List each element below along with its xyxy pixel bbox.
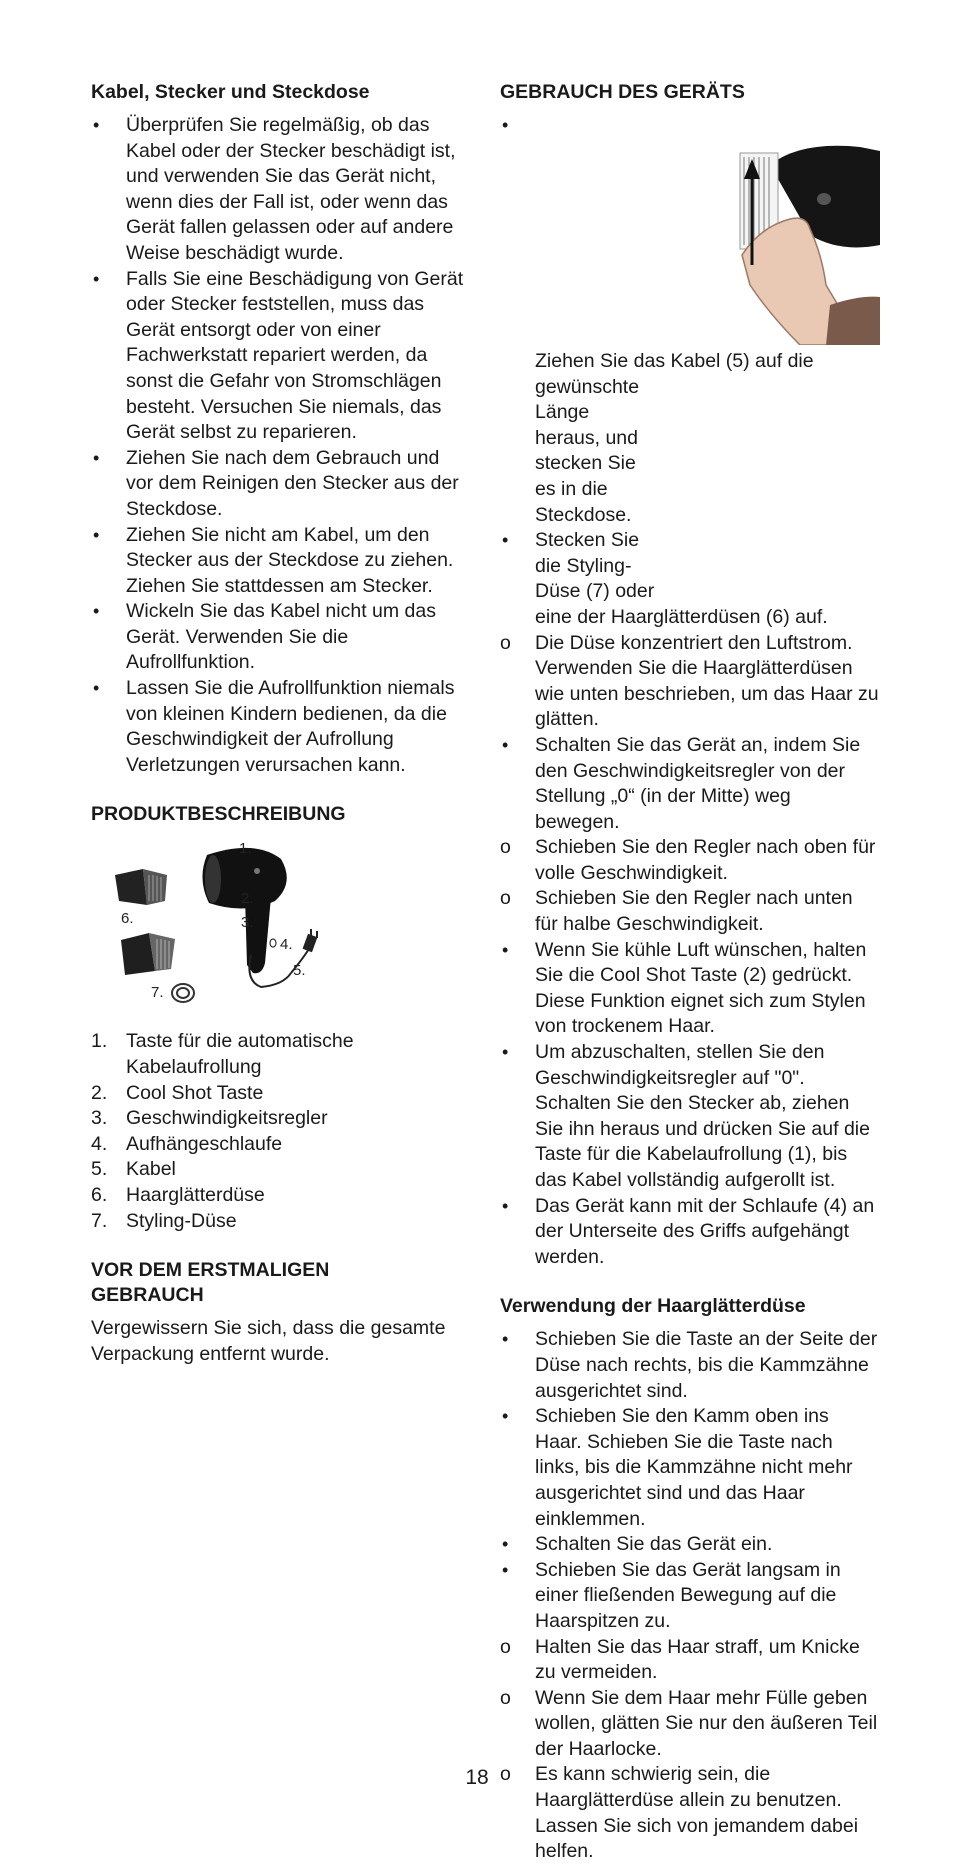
list-item: • Falls Sie eine Beschädigung von Gerät oder Stecker feststellen, muss das Gerät entsorgt oder von einer Fachwerkstatt repariert werden, da sonst die Gefahr von Stromschlägen besteht. Versuchen Sie niemals, das Gerät selbst zu reparieren. — [93, 267, 464, 444]
section-heading-usage: GEBRAUCH DES GERÄTS — [500, 81, 745, 103]
list-item: 2. Cool Shot Taste — [91, 1081, 264, 1104]
concentrator-nozzle-icon — [115, 869, 167, 905]
page-number: 18 — [465, 1766, 489, 1789]
figure-label: 1. — [239, 840, 252, 858]
styling-nozzle-icon — [172, 984, 194, 1002]
list-item: 6. Haarglätterdüse — [91, 1184, 265, 1206]
figure-label: 6. — [121, 910, 134, 928]
list-item: • Schieben Sie das Gerät langsam in einer fließenden Bewegung auf die Haarspitzen zu. — [502, 1558, 841, 1632]
first-use-text: Vergewissern Sie sich, dass die gesamte Verpackung entfernt wurde. — [91, 1317, 446, 1365]
hair-dryer-parts-illustration — [105, 835, 395, 1015]
parts-list — [91, 1029, 471, 1234]
list-item: • Wenn Sie kühle Luft wünschen, halten Sie die Cool Shot Taste (2) gedrückt. Diese Funktion eignet sich zum Stylen von trockenem Haar. — [502, 938, 867, 1038]
list-item: 3. Geschwindigkeitsregler — [91, 1107, 328, 1130]
figure-label: 7. — [151, 984, 164, 1002]
list-item: 1. Taste für die automatische Kabelaufrollung — [91, 1030, 354, 1079]
list-item: • Um abzuschalten, stellen Sie den Geschwindigkeitsregler auf "0". Schalten Sie den Stecker ab, ziehen Sie ihn heraus und drücken Sie auf die Taste für die Kabelaufrollung (1), bis das Kabel vollständig aufgerollt ist. — [502, 1041, 870, 1191]
list-item: • Schalten Sie das Gerät an, indem Sie den Geschwindigkeitsregler von der Stellung „0“ (in der Mitte) weg bewegen. — [502, 733, 861, 833]
right-column — [500, 80, 880, 1865]
section-heading-first-use: VOR DEM ERSTMALIGEN GEBRAUCH — [91, 1259, 330, 1307]
list-item: • Wickeln Sie das Kabel nicht um das Gerät. Verwenden Sie die Aufrollfunktion. — [93, 600, 436, 674]
list-item: • Schalten Sie das Gerät ein. — [502, 1533, 773, 1556]
figure-label: 4. — [280, 936, 293, 954]
list-item: 7. Styling-Düse — [91, 1209, 237, 1232]
list-item: • Ziehen Sie nicht am Kabel, um den Stecker aus der Steckdose zu ziehen. Ziehen Sie stattdessen am Stecker. — [93, 523, 454, 597]
left-column — [91, 80, 471, 1367]
figure-label: 2. — [241, 890, 254, 908]
product-diagram — [105, 835, 395, 1015]
hand-pulling-cable-illustration — [730, 135, 880, 345]
list-item: 5. Kabel — [91, 1158, 176, 1181]
list-item: • Schieben Sie den Kamm oben ins Haar. Schieben Sie die Taste nach links, bis die Kammzähne nicht mehr ausgerichtet sind und das Haar einklemmen. — [502, 1405, 853, 1530]
figure-label: 5. — [293, 962, 306, 980]
straightener-nozzle-icon — [121, 933, 175, 975]
section-heading-product: PRODUKTBESCHREIBUNG — [91, 803, 346, 826]
list-item: 4. Aufhängeschlaufe — [91, 1132, 283, 1155]
section-heading-cable: Kabel, Stecker und Steckdose — [91, 81, 370, 103]
list-item: o Schieben Sie den Regler nach oben für volle Geschwindigkeit. — [500, 836, 876, 884]
list-item: • Ziehen Sie nach dem Gebrauch und vor dem Reinigen den Stecker aus der Steckdose. — [93, 446, 459, 520]
list-item: • Stecken Sie die Styling- Düse (7) oder eine der Haarglätterdüsen (6) auf. — [502, 529, 828, 628]
list-item: • Lassen Sie die Aufrollfunktion niemals von kleinen Kindern bedienen, da die Geschwindigkeit der Aufrollung Verletzungen verursachen kann. — [93, 677, 455, 776]
list-item: o Es kann schwierig sein, die Haarglätterdüse allein zu benutzen. Lassen Sie sich von jemandem dabei helfen. — [500, 1763, 859, 1863]
usage-list — [500, 113, 880, 1270]
section-heading-straightener: Verwendung der Haarglätterdüse — [500, 1295, 806, 1318]
list-item: • Ziehen Sie das Kabel (5) auf die gewünschte Länge heraus, und stecken Sie es in die Steckdose. — [500, 113, 880, 528]
list-item: • Überprüfen Sie regelmäßig, ob das Kabel oder der Stecker beschädigt ist, und verwenden Sie das Gerät nicht, wenn dies der Fall ist, oder wenn das Gerät fallen gelassen oder auf andere Weise beschädigt wurde. — [93, 114, 456, 264]
list-item: o Schieben Sie den Regler nach unten für halbe Geschwindigkeit. — [500, 887, 853, 936]
list-item: • Das Gerät kann mit der Schlaufe (4) an der Unterseite des Griffs aufgehängt werden. — [502, 1194, 875, 1268]
list-item: o Wenn Sie dem Haar mehr Fülle geben wollen, glätten Sie nur den äußeren Teil der Haarlocke. — [500, 1686, 878, 1760]
list-item: o Halten Sie das Haar straff, um Knicke zu vermeiden. — [500, 1635, 860, 1684]
cable-safety-list — [91, 113, 471, 778]
figure-label: 3. — [241, 914, 254, 932]
list-item: o Die Düse konzentriert den Luftstrom. Verwenden Sie die Haarglätterdüsen wie unten beschrieben, um das Haar zu glätten. — [500, 631, 879, 731]
list-item: • Schieben Sie die Taste an der Seite der Düse nach rechts, bis die Kammzähne ausgerichtet sind. — [502, 1328, 878, 1402]
